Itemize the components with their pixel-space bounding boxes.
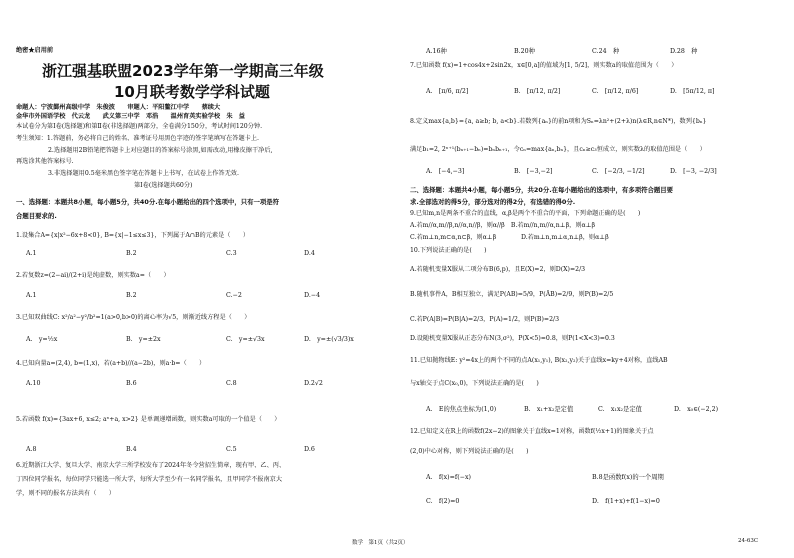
authors-row-2: 金华市外国语学校 代云龙 武义第三中学 邓浩 温州育英实验学校 朱 益 bbox=[16, 113, 245, 120]
q1-option-d: D.4 bbox=[304, 250, 315, 257]
question-9: 9.已知m,n是两条不重合的直线，α,β是两个不重合的平面，下列命题正确的是( ) bbox=[410, 210, 641, 217]
q2-option-c: C.−2 bbox=[226, 292, 242, 299]
note-2: 考生须知：1.答题前，务必将自己的姓名、准考证号用黑色字迹的签字笔填写在答题卡上. bbox=[16, 135, 259, 142]
q3-option-a: A. y=½x bbox=[26, 336, 58, 343]
q8-option-d: D. [−3, −2/3] bbox=[670, 168, 717, 175]
part-1-heading: 第Ⅰ卷(选择题共60分) bbox=[134, 182, 193, 189]
section-2-heading-a: 二、选择题：本题共4小题，每小题5分，共20分.在每小题给出的选项中，有多项符合题目要 bbox=[410, 186, 674, 194]
q7-option-b: B. [π/12, π/2] bbox=[514, 88, 561, 95]
q10-option-c: C.若P(A|B)=P(B|A)=2/3，P(A)=1/2，则P(B)=2/3 bbox=[410, 316, 560, 323]
section-1-heading-a: 一、选择题：本题共8小题，每小题5分，共40分.在每小题给出的四个选项中，只有一项是符 bbox=[16, 198, 280, 206]
q10-option-b: B.随机事件A，B相互独立，满足P(AB)=5/9，P(ĀB)=2/9，则P(B)=2/5 bbox=[410, 291, 614, 298]
question-12-line-2: (2,0)中心对称，则下列说法正确的是( ) bbox=[410, 448, 529, 455]
q10-option-a: A.若随机变量X服从二项分布B(6,p)，且E(X)=2，则D(X)=2/3 bbox=[410, 266, 586, 273]
question-1: 1.设集合A={x|x²−6x+8<0}, B={x|−1≤x≤3}，下列属于A∩B的元素是（ ） bbox=[16, 232, 250, 239]
q11-option-a: A. E的焦点坐标为(1,0) bbox=[426, 406, 497, 413]
section-1-heading-b: 合题目要求的. bbox=[16, 212, 57, 220]
question-11-line-2: 与x轴交于点C(x₀,0)，下列说法正确的是( ) bbox=[410, 380, 539, 387]
q8-option-b: B. [−3,−2] bbox=[514, 168, 553, 175]
question-6-line-1: 6.近期浙江大学、复旦大学、南京大学三所学校发布了2024年冬令营招生简章，现有甲、乙、丙、 bbox=[16, 462, 286, 469]
exam-title-line2: 10月联考数学学科试题 bbox=[114, 83, 270, 101]
q5-option-c: C.5 bbox=[226, 446, 237, 453]
q9-options-cd: C.若m⊥n,m⊂α,n⊂β，则α⊥β D.若m⊥n,m⊥α,n⊥β，则α⊥β bbox=[410, 234, 609, 241]
q3-option-b: B. y=±2x bbox=[126, 336, 161, 343]
q7-option-c: C. [π/12, π/6] bbox=[592, 88, 639, 95]
q6-option-c: C.24 种 bbox=[592, 48, 620, 55]
note-3: 2.选择题用2B铅笔把答题卡上对应题目的答案标号涂黑,如需改动,用橡皮擦干净后, bbox=[48, 147, 273, 154]
q2-option-b: B.2 bbox=[126, 292, 137, 299]
q2-option-a: A.1 bbox=[26, 292, 37, 299]
question-2: 2.若复数z=(2−ai)/(2+i)是纯虚数，则实数a=（ ） bbox=[16, 272, 170, 279]
q2-option-d: D.−4 bbox=[304, 292, 321, 299]
question-3: 3.已知双曲线C: x²/a²−y²/b²=1(a>0,b>0)的离心率为√5，则渐近线方程是（ ） bbox=[16, 314, 251, 321]
q5-option-b: B.4 bbox=[126, 446, 137, 453]
q4-option-b: B.6 bbox=[126, 380, 137, 387]
question-5: 5.若函数 f(x)={3ax+6, x≤2; aˣ+a, x>2} 是单调递增函数，则实数a可取的一个值是（ ） bbox=[16, 416, 281, 423]
question-12-line-1: 12.已知定义在R上的函数f(2x−2)的图象关于直线x=1对称，函数f(½x+1)的图象关于点 bbox=[410, 428, 654, 435]
question-6-line-3: 学，则不同的报名方法共有（ ） bbox=[16, 490, 115, 497]
question-10: 10.下列说法正确的是( ) bbox=[410, 247, 487, 254]
section-2-heading-b: 求.全部选对的得5分，部分选对的得2分，有选错的得0分. bbox=[410, 198, 576, 206]
q6-option-b: B.20种 bbox=[514, 48, 535, 55]
question-11-line-1: 11.已知抛物线E: y²=4x上的两个不同的点A(x₁,y₁), B(x₂,y₂)关于直线x=ky+4对称，直线AB bbox=[410, 357, 668, 364]
note-4: 再选涂其他答案标号. bbox=[16, 158, 74, 165]
q12-option-c: C. f(2)=0 bbox=[426, 498, 460, 505]
q3-option-c: C. y=±√3x bbox=[226, 336, 265, 343]
note-1: 本试卷分为第Ⅰ卷(选择题)和第Ⅱ卷(非选择题)两部分，全卷满分150分，考试时间120分钟. bbox=[16, 123, 263, 130]
q6-option-a: A.16种 bbox=[426, 48, 447, 55]
q7-option-d: D. [5π/12, π] bbox=[670, 88, 715, 95]
q6-option-d: D.28 种 bbox=[670, 48, 698, 55]
q5-option-a: A.8 bbox=[26, 446, 37, 453]
q11-option-c: C. x₁x₂是定值 bbox=[598, 406, 642, 413]
question-6-line-2: 丁四位同学报名，每位同学只能选一所大学，每所大学至少有一名同学报名，且甲同学不报南京大 bbox=[16, 476, 283, 483]
q10-option-d: D.设随机变量X服从正态分布N(3,σ²)，P(X<5)=0.8，则P(1<X<3)=0.3 bbox=[410, 335, 615, 342]
q7-option-a: A. [π/6, π/2] bbox=[426, 88, 469, 95]
q11-option-b: B. x₁+x₂是定值 bbox=[524, 406, 574, 413]
authors-row-1: 命题人：宁波鄞州高级中学 朱俊波 审题人：平阳鳌江中学 蔡续大 bbox=[16, 104, 221, 111]
question-7: 7.已知函数 f(x)=1+cos4x+2sin2x，x∈[0,a]的值域为[1, 5/2]，则实数a的取值范围为（ ） bbox=[410, 62, 678, 69]
page-footer: 数学 第1页（共2页） bbox=[352, 540, 409, 546]
question-8-line-2: 满足b₁=2, 2ⁿ⁺¹(bₙ₊₁−bₙ)=bₙbₙ₊₁，令cₙ=max{aₙ,bₙ}，且cₙ≥c₃恒成立，则实数λ的取值范围是（ ） bbox=[410, 146, 706, 153]
q3-option-d: D. y=±(√3/3)x bbox=[304, 336, 354, 343]
q1-option-b: B.2 bbox=[126, 250, 137, 257]
q1-option-a: A.1 bbox=[26, 250, 37, 257]
q4-option-a: A.10 bbox=[26, 380, 41, 387]
q4-option-d: D.2√2 bbox=[304, 380, 323, 387]
question-8-line-1: 8.定义max{a,b}={a, a≥b; b, a<b}.若数列{aₙ}的前n项和为Sₙ=λn²+(2+λ)n(λ∈R,n∈N*)，数列{bₙ} bbox=[410, 118, 707, 125]
secret-label: 绝密★启用前 bbox=[16, 47, 54, 54]
question-4: 4.已知向量a=(2,4), b=(1,x)，若(a+b)//(a−2b)，则a·b=（ ） bbox=[16, 360, 206, 367]
q8-option-c: C. [−2/3, −1/2] bbox=[592, 168, 645, 175]
q4-option-c: C.8 bbox=[226, 380, 237, 387]
exam-title-line1: 浙江强基联盟2023学年第一学期高三年级 bbox=[42, 62, 324, 80]
q12-option-a: A. f(x)=f(−x) bbox=[426, 474, 471, 481]
q12-option-d: D. f(1+x)+f(1−x)=0 bbox=[592, 498, 660, 505]
note-5: 3.非选择题用0.5毫米黑色签字笔在答题卡上书写，在试卷上作答无效. bbox=[48, 170, 239, 177]
q1-option-c: C.3 bbox=[226, 250, 237, 257]
q5-option-d: D.6 bbox=[304, 446, 315, 453]
q12-option-b: B.8是函数f(x)的一个周期 bbox=[592, 474, 664, 481]
paper-code: 24-63C bbox=[738, 538, 759, 544]
q11-option-d: D. x₀∈(−2,2) bbox=[674, 406, 719, 413]
q8-option-a: A. [−4,−3] bbox=[426, 168, 465, 175]
q9-options-ab: A.若m//α,m//β,n//α,n//β，则α//β B.若m//n,m//α,n⊥β，则α⊥β bbox=[410, 222, 596, 229]
